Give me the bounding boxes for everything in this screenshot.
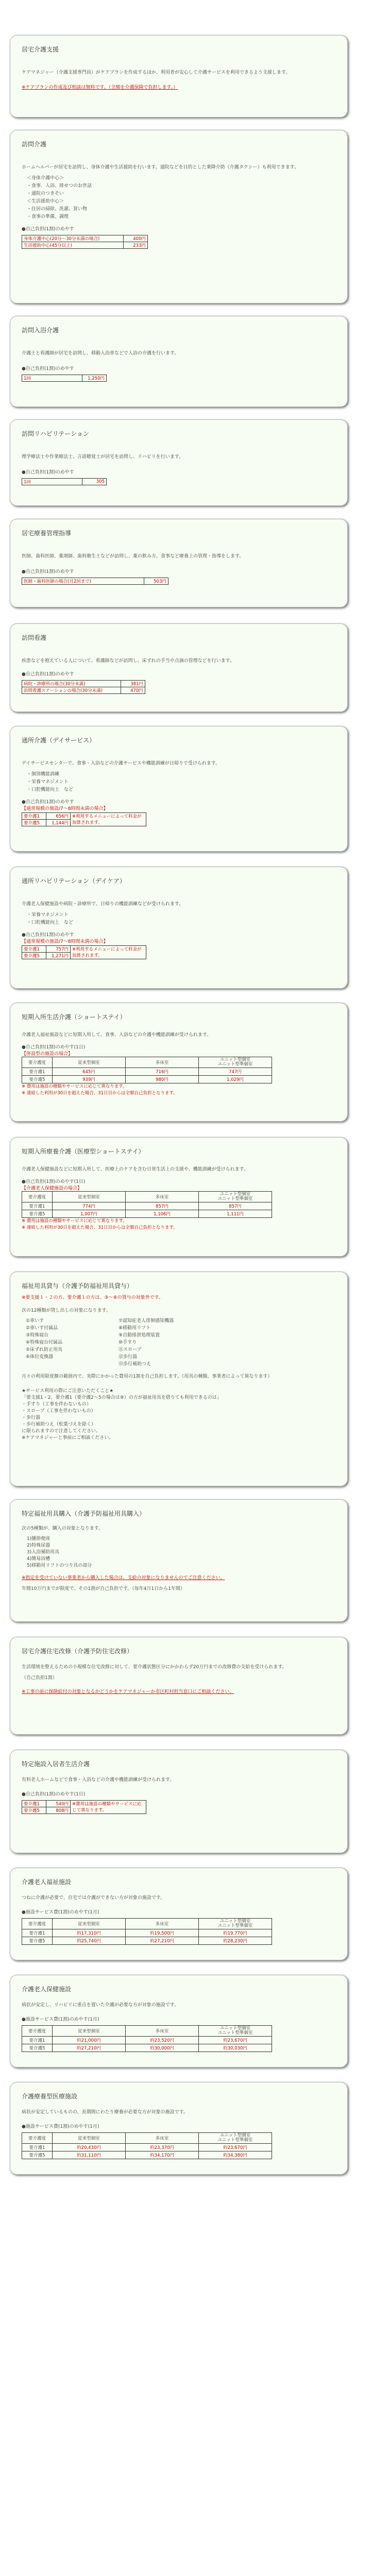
section-text: 理学療法士や作業療法士、言語聴覚士が居宅を訪問し、リハビリを行います。 [22, 454, 184, 460]
section-note: ※指定を受けていない事業者から購入した場合は、支給の対象になりませんのでご注意ください。 [22, 1575, 225, 1581]
table-row: 要介護5 約25,740円 約27,210円 約28,230円 [22, 1937, 272, 1945]
section-title: 特定施設入居者生活介護 [22, 1760, 90, 1768]
cost-table [22, 235, 148, 249]
cost-label: ●自己負担(1割)のめやす(1日) [22, 1045, 86, 1050]
section-warning: ※要支援１・２の方、要介護１の方は、③～⑥の貸与の対象外です。 [22, 1295, 163, 1300]
card-juutaku-kaishu [10, 1637, 348, 1735]
section-text: 医師、歯科医師、薬剤師、歯科衛生士などが訪問し、薬の飲み方、食事など療養上の管理・指導をします。 [22, 554, 244, 559]
equipment-list [26, 1318, 336, 1368]
service-list [27, 771, 336, 794]
extra-line: ※ケアマネジャーと事前にご相談ください。 [22, 1435, 114, 1440]
cost-table [22, 1800, 146, 1814]
card-ryouyou-iryou-shisetsu [10, 2082, 348, 2175]
extra-line: ・スロープ（工事を伴わないもの） [22, 1409, 96, 1414]
table-row: 要介護1 約20,430円 約23,370円 約23,670円 [22, 2144, 272, 2151]
cost-table [22, 945, 146, 959]
card-kyotaku-kaigo-shien [10, 35, 348, 117]
section-title: 介護療養型医療施設 [22, 2093, 78, 2100]
list-item: 2)特殊尿器 [27, 1543, 50, 1548]
table-row: 要介護1 774円 857円 857円 [22, 1202, 272, 1210]
care-list [27, 175, 336, 221]
section-title: 居宅介護住宅改修（介護予防住宅改修） [22, 1648, 133, 1655]
list-item: ①車いす [26, 1318, 44, 1324]
sub-label: 【介護老人保健施設の場合】 [22, 1186, 82, 1191]
extra-line: ・歩行器 [22, 1415, 41, 1420]
cost-label: ●自己負担(1割)のめやす [22, 366, 74, 371]
section-text: 次の5種類が、購入の対象となります。 [22, 1526, 104, 1531]
section-limit: 年間10万円までが限度で、その1割が自己負担です。（毎年4月1日から1年間） [22, 1586, 185, 1591]
note: ※ 費用は施設の種類やサービスに応じて異なります。 [22, 1084, 127, 1089]
card-tsusho-kaigo [10, 726, 348, 852]
extra-line: ・手すり（工事を伴わないもの） [22, 1402, 92, 1407]
card-houmon-rehab [10, 419, 348, 506]
table-row: 1回 305 [22, 479, 107, 485]
list-label: ＜生活援助中心＞ [27, 199, 64, 204]
section-text: ホームヘルパーが居宅を訪問し、身体介護や生活援助を行います。通院などを目的とした乗降介助（介護タクシー）も利用できます。 [22, 165, 299, 170]
section-text: 病状が安定しているものの、長期間にわたり療養が必要な方が対象の施設です。 [22, 2110, 188, 2115]
list-item: ⑥体位変換器 [26, 1354, 54, 1360]
table-row: 要介護5 約27,210円 約30,000円 約30,030円 [22, 2044, 272, 2052]
table-header-row: 要介護度 従来型個室 多床室 ユニット型個室 ユニット型準個室 [22, 1919, 272, 1929]
cost-table [22, 1057, 272, 1083]
table-header-row: 要介護度 従来型個室 多床室 ユニット型個室 ユニット型準個室 [22, 2026, 272, 2037]
cost-label: ●自己負担(1割)のめやす [22, 227, 74, 232]
section-title: 訪問入浴介護 [22, 327, 59, 334]
table-row: 要介護1 約21,000円 約23,520円 約23,670円 [22, 2037, 272, 2044]
list-item: ⑬歩行補助つえ [119, 1362, 151, 1367]
cost-label: ●施設サービス費(1割)のめやす(1月) [22, 1910, 99, 1915]
list-item: 1)腰掛便座 [27, 1536, 50, 1541]
section-text: 生活環境を整えるための小規模な住宅改修に対して、要介護状態区分にかかわらず20万円までの改修費の支給を受けられます。 [22, 1665, 287, 1670]
card-fukushi-yougu-taiyo [10, 1272, 348, 1486]
list-item: 5)移動用リフトのつり具の部分 [27, 1563, 92, 1568]
section-title: 訪問介護 [22, 141, 47, 148]
section-title: 通所リハビリテーション（デイケア） [22, 877, 126, 885]
card-iryou-short-stay [10, 1137, 348, 1257]
section-text: 介護士と看護師が居宅を訪問し、移動入浴車などで入浴の介護を行います。 [22, 351, 179, 356]
section-text: つねに介護が必要で、自宅では介護ができない方が対象の施設です。 [22, 1895, 165, 1901]
list-item: ⑪スロープ [119, 1347, 142, 1352]
section-warning: ※工事の前に保険給付の対象となるかどうかをケアマネジャーか市区町村担当窓口にご相談ください。 [22, 1689, 234, 1694]
note: ※ 連続した利用が30日を超えた場合、31日目からは全額自己負担となります。 [22, 1225, 178, 1230]
section-title: 短期入所生活介護（ショートステイ） [22, 1013, 126, 1021]
list-label: ＜身体介護中心＞ [27, 176, 64, 181]
list-item: ・通院のつきそい [27, 191, 64, 196]
table-row: 身体介護中心(20分～30分未満の場合) 400円 [22, 235, 148, 242]
section-title: 介護老人福祉施設 [22, 1878, 72, 1886]
card-tsusho-rehab [10, 867, 348, 989]
table-row: 要介護1 約17,310円 約19,500円 約19,770円 [22, 1929, 272, 1937]
list-item: ⑨自動排泄処理装置 [119, 1333, 160, 1338]
card-ryouyou-kanri [10, 519, 348, 607]
section-text: 介護老人保健施設などに短期入所して、医療上のケアを含む日常生活上の支援や、機能訓練が受けられます。 [22, 1167, 248, 1172]
cost-label: ●自己負担(1割)のめやす(1日) [22, 1179, 86, 1184]
section-note: （自己負担1割） [22, 1675, 57, 1681]
extra-title: ★サービス利用の際にご注意いただくこと★ [22, 1388, 114, 1394]
list-item: 4)簡易浴槽 [27, 1556, 50, 1562]
section-title: 通所介護（デイサービス） [22, 737, 96, 744]
sub-label: 【通常規模の施設/7～8時間未満の場合】 [22, 939, 108, 944]
section-text: 月々の利用限度額の範囲内で、実際にかかった費用の1割を自己負担します。（用具の種類、事業者によって異なります） [22, 1374, 273, 1379]
card-rojin-fukushi-shisetsu [10, 1868, 348, 1960]
sub-label: 【通常規模の施設/7～8時間未満の場合】 [22, 806, 108, 811]
list-item: ②車いす付属品 [26, 1326, 58, 1331]
section-title: 特定福祉用具購入（介護予防福祉用具購入） [22, 1510, 146, 1517]
list-item: ・食事の準備、調理 [27, 214, 69, 219]
extra-line: ・歩行補助つえ（松葉づえを除く） [22, 1422, 96, 1427]
section-text: 疾患などを抱えている人について、看護師などが訪問し、床ずれの手当や点滴の管理などを行います。 [22, 658, 234, 664]
table-header-row: 要介護度 従来型個室 多床室 ユニット型個室 ユニット型準個室 [22, 2133, 272, 2144]
table-row: 要介護5 1,144円 [22, 820, 146, 826]
cost-label: ●自己負担(1割)のめやす [22, 672, 74, 677]
list-item: ・住居の掃除、洗濯、買い物 [27, 207, 88, 212]
list-item: ・食事、入浴、排せつのお世話 [27, 183, 92, 189]
cost-label: ●自己負担(1割)のめやす [22, 569, 74, 574]
table-row: 要介護1 757円 ※利用するメニューによって料金が加算されます。 [22, 946, 146, 953]
table-row: 生活援助中心(45分以上) 233円 [22, 242, 148, 249]
card-tokutei-shisetsu [10, 1750, 348, 1853]
cost-label: ●施設サービス費(1割)のめやす(1月) [22, 2017, 99, 2022]
list-item: 3)入浴補助用具 [27, 1550, 60, 1555]
section-title: 居宅介護支援 [22, 46, 59, 53]
list-item: ・口腔機能向上 など [27, 920, 74, 925]
cost-table [22, 578, 168, 585]
cost-label: ●自己負担(1割)のめやす(1日) [22, 1792, 86, 1797]
cost-table [22, 375, 107, 382]
section-note: ※ケアプランの作成及び相談は無料です。（全額を介護保険で負担します。） [22, 85, 178, 90]
table-row: 要介護1 645円 716円 747円 [22, 1068, 272, 1076]
note: ※ 連続した利用が30日を超えた場合、31日目からは全額自己負担となります。 [22, 1091, 178, 1096]
cost-table [22, 812, 146, 826]
table-row: 要介護1 656円 ※利用するメニューによって料金が加算されます。 [22, 813, 146, 820]
cost-label: ●自己負担(1割)のめやす [22, 470, 74, 475]
list-item: ⑫歩行器 [119, 1354, 138, 1360]
section-text: 有料老人ホームなどで食事・入浴などの介護や機能訓練が受けられます。 [22, 1777, 175, 1783]
list-item: ④特殊寝台付属品 [26, 1340, 63, 1345]
table-row: 要介護1 540円 ※費用は施設の種類やサービスに応じて異なります。 [22, 1801, 146, 1807]
section-title: 介護老人保健施設 [22, 1986, 72, 1993]
card-fukushi-yougu-kounyu [10, 1499, 348, 1622]
section-title: 訪問リハビリテーション [22, 430, 89, 437]
card-houmon-nyuuyoku [10, 316, 348, 407]
section-title: 福祉用具貸与（介護予防福祉用具貸与） [22, 1282, 133, 1290]
table-header-row: 要介護度 従来型個室 多床室 ユニット型個室 ユニット型準個室 [22, 1192, 272, 1202]
section-text: 介護老人保健施設や病院・診療所で、日帰りの機能訓練などが受けられます。 [22, 902, 184, 907]
section-title: 短期入所療養介護（医療型ショートステイ） [22, 1148, 145, 1155]
table-row: 要介護5 約31,110円 約34,170円 約34,380円 [22, 2151, 272, 2159]
table-row: 病院・診療所の場合(30分未満) 381円 [22, 681, 145, 687]
list-item: ⑤床ずれ防止用具 [26, 1347, 63, 1352]
section-title: 訪問看護 [22, 634, 47, 641]
list-item: ⑩手すり [119, 1340, 137, 1345]
list-item: ⑧移動用リフト [119, 1326, 151, 1331]
list-item: ・口腔機能向上 など [27, 787, 74, 792]
cost-label: ●自己負担(1割)のめやす [22, 800, 74, 805]
cost-label: ●自己負担(1割)のめやす [22, 933, 74, 938]
cost-table [22, 680, 145, 694]
table-row: 要介護5 1,271円 [22, 953, 146, 959]
list-item: ③特殊寝台 [26, 1333, 49, 1338]
cost-table [22, 2132, 272, 2159]
cost-table [22, 478, 107, 485]
list-item: ・個別機能訓練 [27, 772, 60, 777]
cost-table [22, 2025, 272, 2052]
list-item: ・栄養マネジメント [27, 779, 69, 785]
table-row: 医師・歯科医師の場合(月2回まで) 503円 [22, 578, 168, 585]
extra-line: 「要支援1・2、要介護1（要介護2～5の場合は⑨）の方が福祉用具を借りても利用できるのは」 [22, 1395, 222, 1400]
cost-label: ●施設サービス費(1割)のめやす(1月) [22, 2124, 99, 2129]
card-houmon-kango [10, 623, 348, 712]
section-text: ケアマネジャー（介護支援専門員）がケアプランを作成するほか、利用者が安心して介護サービスを利用できるよう支援します。 [22, 70, 291, 75]
card-rojin-hoken-shisetsu [10, 1975, 348, 2067]
table-row: 1回 1,250円 [22, 375, 107, 382]
card-short-stay [10, 1003, 348, 1122]
section-text: 次の12種類が貸し出しの対象になります。 [22, 1308, 111, 1313]
service-list [27, 911, 336, 927]
section-text: 介護老人福祉施設などに短期入所して、食事、入浴などの介護や機能訓練が受けられます。 [22, 1032, 212, 1038]
extra-notes [22, 1388, 336, 1442]
section-text: デイサービスセンターで、食事・入浴などの介護サービスや機能訓練が日帰りで受けられます。 [22, 761, 221, 766]
table-row: 要介護5 1,007円 1,106円 1,111円 [22, 1210, 272, 1218]
table-row: 要介護5 939円 980円 1,029円 [22, 1076, 272, 1083]
cost-table [22, 1918, 272, 1945]
note: ※ 費用は施設の種類やサービスに応じて異なります。 [22, 1218, 127, 1224]
purchase-list [27, 1536, 336, 1569]
extra-line: に限られますので注意してください。 [22, 1429, 101, 1434]
table-header-row: 要介護度 従来型個室 多床室 ユニット型個室 ユニット型準個室 [22, 1057, 272, 1068]
list-item: ・栄養マネジメント [27, 912, 69, 918]
table-row: 訪問看護ステーションの場合(30分未満) 470円 [22, 687, 145, 694]
cost-table [22, 1191, 272, 1218]
sub-label: 【併設型の施設の場合】 [22, 1052, 73, 1057]
list-item: ⑦認知症老人徘徊感知機器 [119, 1318, 174, 1324]
section-text: 病状が安定し、リハビリに重点を置いた介護が必要な方が対象の施設です。 [22, 2003, 179, 2008]
card-houmon-kaigo [10, 130, 348, 303]
table-row: 要介護5 808円 [22, 1807, 146, 1814]
section-title: 居宅療養管理指導 [22, 530, 72, 537]
